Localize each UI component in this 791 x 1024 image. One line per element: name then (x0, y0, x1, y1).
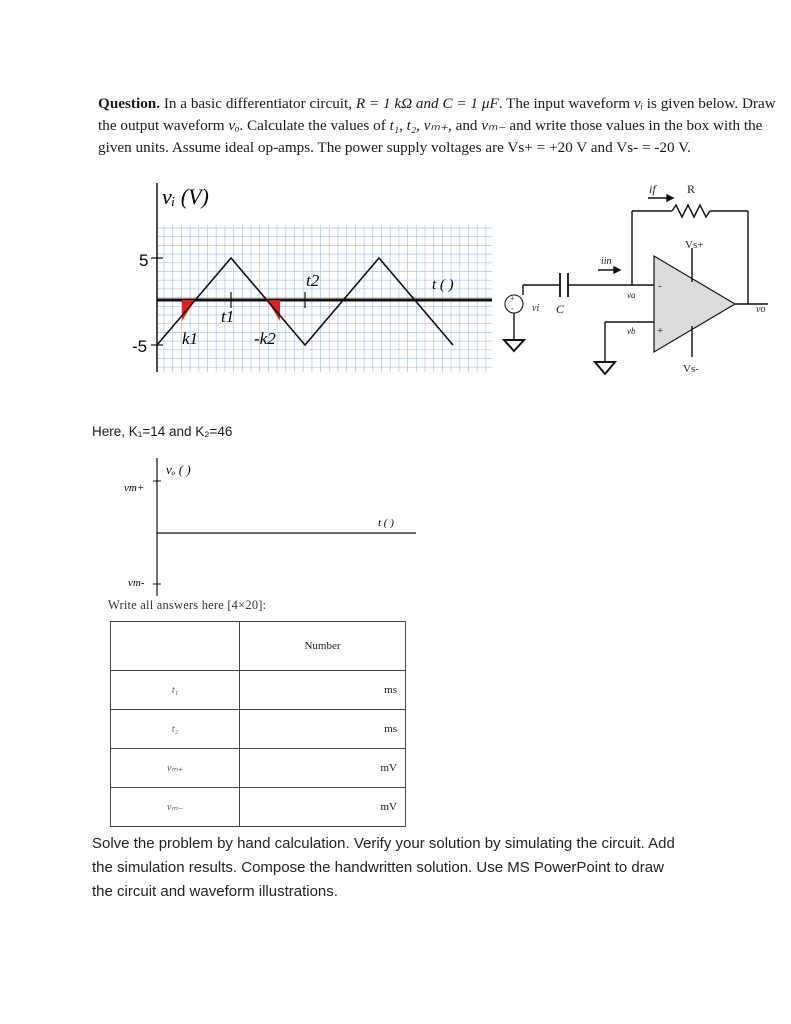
answer-row-t1 (111, 671, 406, 710)
t2-symbol: t₂ (406, 117, 417, 134)
vm-plus-symbol: vₘ₊ (423, 117, 448, 134)
iin-arrowhead (614, 267, 620, 273)
label-iin: iin (601, 256, 612, 267)
question-part: , and (447, 117, 482, 134)
answer-input-vm-plus[interactable] (240, 749, 406, 788)
output-y-label: vₒ ( ) (166, 462, 191, 477)
tick-label-neg5: -5 (132, 337, 148, 356)
source-minus: - (511, 304, 514, 313)
source-plus: + (510, 294, 515, 303)
question-part: . Calculate the values of (239, 117, 390, 134)
opamp-plus: + (657, 325, 664, 337)
label-vo: vo (756, 304, 766, 315)
row-symbol-vm-minus: vₘ₋ (111, 788, 240, 827)
k1-label: k1 (182, 329, 199, 348)
unit-mv: mV (380, 762, 397, 774)
input-waveform-graph (132, 183, 492, 372)
vm-minus-label: vm- (128, 577, 145, 589)
differentiator-circuit (504, 195, 768, 374)
label-vs-plus: Vs+ (685, 239, 704, 251)
question-part: , (399, 117, 407, 134)
input-y-label: vᵢ (V) (162, 184, 209, 209)
label-if: if (649, 182, 656, 196)
answers-title: Write all answers here [4×20]: (108, 598, 267, 612)
header-empty (111, 622, 240, 671)
t1-symbol: t₁ (389, 117, 400, 134)
ground-source (504, 340, 524, 351)
answer-row-t2 (111, 710, 406, 749)
tick-label-5: 5 (139, 251, 149, 270)
answer-input-vm-minus[interactable] (240, 788, 406, 827)
answer-row-vm-plus (111, 749, 406, 788)
vo-symbol: vₒ (228, 117, 240, 134)
row-symbol-vm-plus: vₘ₊ (111, 749, 240, 788)
unit-mv: mV (380, 801, 397, 813)
answer-input-t2[interactable] (240, 710, 406, 749)
unit-ms: ms (384, 684, 397, 696)
header-number: Number (240, 622, 406, 671)
question-part: and write those values in the box with the given units. Assume ideal op-amps. The power supply voltages are Vs+ = +20 V and Vs- = -20 V. (98, 117, 763, 156)
op-amp (654, 256, 735, 352)
label-vs-minus: Vs- (683, 363, 699, 375)
unit-ms: ms (384, 723, 397, 735)
label-va: va (627, 290, 636, 300)
question-lead: Question. (98, 95, 161, 112)
output-waveform-axes (124, 458, 416, 596)
resistor-R (672, 205, 710, 217)
if-arrowhead (667, 195, 673, 201)
question-part: is given below. Draw the output waveform (98, 95, 776, 134)
answer-input-t1[interactable] (240, 671, 406, 710)
output-time-label: t ( ) (378, 517, 394, 529)
label-C: C (556, 302, 565, 316)
vm-minus-symbol: vₘ₋ (481, 117, 506, 134)
label-R: R (687, 182, 696, 196)
ground-noninv (595, 362, 615, 374)
rc-values: R = 1 kΩ and C = 1 μF (355, 95, 499, 112)
opamp-minus: - (658, 280, 662, 292)
vi-symbol: vᵢ (633, 95, 643, 112)
t1-label: t1 (221, 307, 235, 326)
k2-label: -k2 (254, 329, 276, 348)
label-vi: vi (532, 303, 540, 314)
instructions-paragraph: Solve the problem by hand calculation. Verify your solution by simulating the circuit. Add the simulation results. Compose the handwritten solution. Use MS PowerPoint to draw the circuit and waveform illustrations. (92, 835, 675, 900)
row-symbol-t1: t₁ (111, 671, 240, 710)
vm-plus-label: vm+ (124, 482, 145, 494)
answers-table (110, 621, 406, 827)
input-time-label: t ( ) (432, 277, 454, 293)
label-vb: vb (627, 326, 636, 336)
given-values: Here, K₁=14 and K₂=46 (92, 424, 233, 439)
answer-row-vm-minus (111, 788, 406, 827)
t2-label: t2 (306, 271, 320, 290)
question-part: , (416, 117, 424, 134)
question-part: . The input waveform (498, 95, 634, 112)
question-part: In a basic differentiator circuit, (160, 95, 356, 112)
answers-header-row (111, 622, 406, 671)
row-symbol-t2: t₂ (111, 710, 240, 749)
